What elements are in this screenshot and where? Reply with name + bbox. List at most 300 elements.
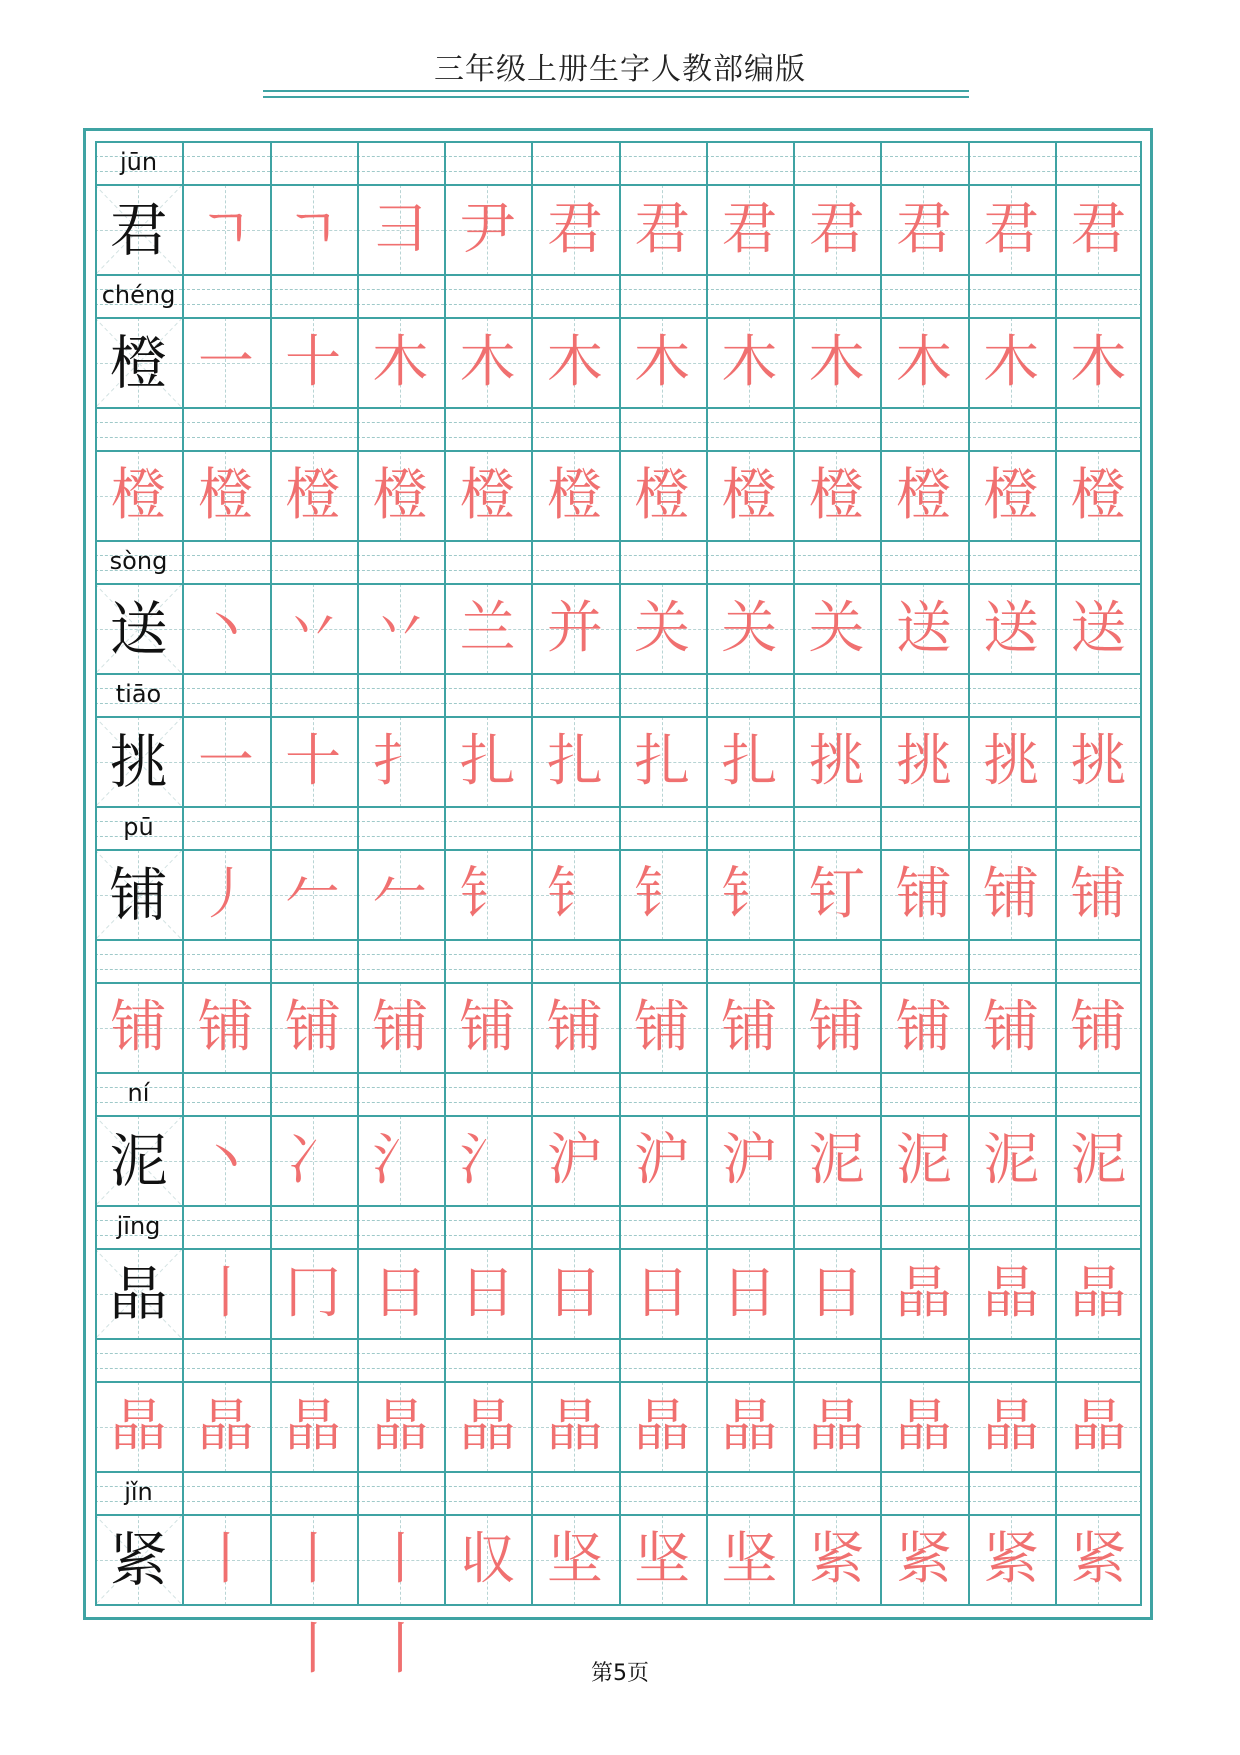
tracing-cell[interactable] [182, 584, 269, 674]
pinyin-cell[interactable] [95, 1339, 182, 1382]
tracing-cell[interactable] [531, 850, 618, 940]
pinyin-cell[interactable] [706, 1206, 793, 1249]
pinyin-guide-line [531, 836, 618, 837]
pinyin-cell[interactable] [444, 1073, 531, 1116]
model-character-cell[interactable] [95, 717, 182, 807]
tracing-cell[interactable] [793, 1249, 880, 1339]
pinyin-cell[interactable] [968, 408, 1055, 451]
tracing-cell[interactable] [793, 1382, 880, 1472]
pinyin-label: jīng [116, 1212, 161, 1240]
tracing-cell[interactable] [968, 1382, 1055, 1472]
tracing-cell[interactable] [968, 1249, 1055, 1339]
tracing-cell[interactable] [619, 1515, 706, 1605]
pinyin-cell[interactable] [182, 408, 269, 451]
pinyin-guide-line [793, 555, 880, 556]
tracing-cell[interactable] [357, 717, 444, 807]
pinyin-cell[interactable] [619, 1206, 706, 1249]
tracing-cell[interactable] [444, 1249, 531, 1339]
pinyin-cell[interactable] [968, 807, 1055, 850]
pinyin-cell[interactable] [619, 940, 706, 983]
pinyin-cell[interactable] [968, 142, 1055, 185]
pinyin-cell[interactable] [270, 1206, 357, 1249]
tracing-cell[interactable] [270, 1249, 357, 1339]
pinyin-cell[interactable] [444, 1206, 531, 1249]
pinyin-guide-line [357, 1368, 444, 1369]
tracing-cell[interactable] [880, 318, 967, 408]
pinyin-cell[interactable] [270, 541, 357, 584]
tracing-cell[interactable] [357, 1116, 444, 1206]
tracing-cell[interactable] [706, 185, 793, 275]
pinyin-cell[interactable] [182, 1339, 269, 1382]
tracing-cell[interactable] [880, 185, 967, 275]
pinyin-guide-line [968, 289, 1055, 290]
pinyin-cell[interactable] [270, 1073, 357, 1116]
pinyin-cell[interactable] [880, 807, 967, 850]
tracing-cell[interactable] [270, 185, 357, 275]
tracing-cell[interactable] [444, 983, 531, 1073]
pinyin-cell[interactable] [619, 1073, 706, 1116]
pinyin-cell[interactable] [531, 807, 618, 850]
tracing-cell[interactable] [531, 185, 618, 275]
tracing-cell[interactable] [531, 1382, 618, 1472]
pinyin-cell[interactable] [880, 142, 967, 185]
tracing-cell[interactable] [270, 717, 357, 807]
tracing-cell[interactable] [444, 318, 531, 408]
pinyin-cell[interactable] [1055, 1339, 1142, 1382]
pinyin-cell[interactable] [1055, 807, 1142, 850]
pinyin-cell[interactable] [706, 541, 793, 584]
tracing-cell[interactable] [793, 584, 880, 674]
tracing-cell[interactable] [880, 1116, 967, 1206]
pinyin-cell[interactable] [182, 807, 269, 850]
tracing-cell[interactable] [182, 1382, 269, 1472]
model-character-cell[interactable] [95, 584, 182, 674]
trace-character: 木 [1070, 330, 1127, 395]
tracing-cell[interactable] [706, 318, 793, 408]
tracing-cell[interactable] [182, 717, 269, 807]
tracing-cell[interactable] [706, 717, 793, 807]
pinyin-cell[interactable] [531, 408, 618, 451]
tracing-cell[interactable] [968, 983, 1055, 1073]
pinyin-cell[interactable] [444, 541, 531, 584]
pinyin-cell[interactable] [880, 1073, 967, 1116]
pinyin-cell[interactable] [793, 408, 880, 451]
pinyin-cell[interactable] [880, 940, 967, 983]
pinyin-cell[interactable] [706, 275, 793, 318]
pinyin-cell[interactable] [793, 1073, 880, 1116]
tracing-cell[interactable] [270, 1515, 357, 1682]
pinyin-cell[interactable] [531, 1472, 618, 1515]
pinyin-cell[interactable] [1055, 940, 1142, 983]
pinyin-cell[interactable] [706, 674, 793, 717]
tracing-cell[interactable] [880, 1249, 967, 1339]
pinyin-cell[interactable] [531, 275, 618, 318]
pinyin-cell[interactable] [619, 807, 706, 850]
pinyin-cell[interactable] [357, 142, 444, 185]
tracing-cell[interactable] [706, 983, 793, 1073]
pinyin-cell[interactable] [270, 1472, 357, 1515]
tracing-cell[interactable] [270, 850, 357, 940]
pinyin-cell[interactable] [357, 807, 444, 850]
pinyin-guide-line [1055, 437, 1142, 438]
model-character: 铺 [110, 995, 167, 1060]
trace-character: 晶 [983, 1394, 1040, 1459]
pinyin-cell[interactable] [968, 541, 1055, 584]
tracing-cell[interactable] [619, 1382, 706, 1472]
pinyin-cell[interactable] [793, 142, 880, 185]
pinyin-cell[interactable] [357, 1472, 444, 1515]
tracing-cell[interactable] [357, 185, 444, 275]
pinyin-guide-line [706, 1087, 793, 1088]
tracing-cell[interactable] [444, 1116, 531, 1206]
tracing-cell[interactable] [968, 717, 1055, 807]
pinyin-cell[interactable] [619, 541, 706, 584]
pinyin-cell[interactable] [793, 940, 880, 983]
tracing-cell[interactable] [706, 1382, 793, 1472]
tracing-cell[interactable] [793, 983, 880, 1073]
pinyin-cell[interactable] [1055, 1073, 1142, 1116]
pinyin-guide-line [182, 821, 269, 822]
pinyin-cell[interactable] [182, 674, 269, 717]
pinyin-cell[interactable] [619, 408, 706, 451]
tracing-cell[interactable] [357, 1249, 444, 1339]
tracing-cell[interactable] [531, 584, 618, 674]
tracing-cell[interactable] [619, 717, 706, 807]
trace-character: 铺 [285, 995, 342, 1060]
pinyin-cell[interactable] [968, 940, 1055, 983]
pinyin-cell[interactable] [270, 807, 357, 850]
pinyin-cell[interactable] [444, 408, 531, 451]
pinyin-cell[interactable] [444, 674, 531, 717]
tracing-cell[interactable] [619, 983, 706, 1073]
trace-character: 木 [546, 330, 603, 395]
pinyin-cell[interactable] [270, 674, 357, 717]
pinyin-cell[interactable] [880, 275, 967, 318]
pinyin-cell[interactable] [531, 1339, 618, 1382]
pinyin-cell[interactable] [880, 1206, 967, 1249]
pinyin-cell[interactable] [270, 408, 357, 451]
pinyin-cell[interactable] [1055, 541, 1142, 584]
tracing-cell[interactable] [1055, 318, 1142, 408]
tracing-cell[interactable] [706, 1249, 793, 1339]
pinyin-cell[interactable] [357, 1339, 444, 1382]
tracing-cell[interactable] [270, 983, 357, 1073]
tracing-cell[interactable] [619, 1249, 706, 1339]
pinyin-cell[interactable] [968, 275, 1055, 318]
pinyin-guide-line [706, 1486, 793, 1487]
model-character-cell[interactable] [95, 185, 182, 275]
tracing-cell[interactable] [880, 584, 967, 674]
pinyin-cell[interactable] [880, 408, 967, 451]
pinyin-cell[interactable] [619, 275, 706, 318]
tracing-cell[interactable] [619, 584, 706, 674]
pinyin-cell[interactable] [444, 807, 531, 850]
tracing-cell[interactable] [706, 1515, 793, 1605]
pinyin-cell[interactable] [880, 1339, 967, 1382]
pinyin-guide-line [706, 171, 793, 172]
tracing-cell[interactable] [793, 850, 880, 940]
pinyin-cell[interactable] [1055, 674, 1142, 717]
pinyin-cell[interactable] [968, 1073, 1055, 1116]
tracing-cell[interactable] [619, 185, 706, 275]
trace-character: 丶 [197, 596, 254, 661]
model-character-cell[interactable] [95, 318, 182, 408]
pinyin-cell[interactable] [531, 142, 618, 185]
pinyin-cell[interactable] [619, 674, 706, 717]
pinyin-cell[interactable] [357, 275, 444, 318]
pinyin-cell[interactable] [968, 1472, 1055, 1515]
pinyin-guide-line [1055, 555, 1142, 556]
pinyin-cell[interactable] [444, 1472, 531, 1515]
tracing-cell[interactable] [706, 451, 793, 541]
tracing-cell[interactable] [182, 983, 269, 1073]
tracing-cell[interactable] [968, 1116, 1055, 1206]
tracing-cell[interactable] [182, 850, 269, 940]
model-character-cell[interactable] [95, 1382, 182, 1472]
pinyin-cell[interactable] [793, 541, 880, 584]
pinyin-cell[interactable] [531, 674, 618, 717]
pinyin-cell[interactable] [880, 1472, 967, 1515]
pinyin-guide-line [968, 836, 1055, 837]
pinyin-cell[interactable] [880, 674, 967, 717]
pinyin-cell[interactable] [531, 1206, 618, 1249]
pinyin-cell[interactable] [968, 1339, 1055, 1382]
tracing-cell[interactable] [531, 451, 618, 541]
tracing-cell[interactable] [706, 584, 793, 674]
tracing-cell[interactable] [793, 185, 880, 275]
tracing-cell[interactable] [270, 318, 357, 408]
tracing-cell[interactable] [1055, 185, 1142, 275]
trace-character: 扎 [634, 729, 691, 794]
pinyin-cell[interactable] [880, 541, 967, 584]
pinyin-cell[interactable] [706, 940, 793, 983]
tracing-cell[interactable] [531, 1515, 618, 1605]
tracing-cell[interactable] [706, 850, 793, 940]
tracing-cell[interactable] [1055, 1116, 1142, 1206]
pinyin-cell[interactable] [619, 1339, 706, 1382]
tracing-cell[interactable] [793, 451, 880, 541]
pinyin-cell[interactable] [619, 142, 706, 185]
tracing-cell[interactable] [531, 983, 618, 1073]
pinyin-cell[interactable] [270, 1339, 357, 1382]
pinyin-cell[interactable] [793, 1472, 880, 1515]
tracing-cell[interactable] [1055, 850, 1142, 940]
pinyin-guide-line [968, 437, 1055, 438]
tracing-cell[interactable] [182, 318, 269, 408]
tracing-cell[interactable] [793, 318, 880, 408]
model-character-cell[interactable] [95, 983, 182, 1073]
tracing-cell[interactable] [968, 185, 1055, 275]
tracing-cell[interactable] [357, 1515, 444, 1682]
pinyin-cell[interactable] [357, 408, 444, 451]
pinyin-cell[interactable] [706, 1073, 793, 1116]
pinyin-cell[interactable] [793, 1339, 880, 1382]
pinyin-cell[interactable] [444, 940, 531, 983]
tracing-cell[interactable] [1055, 584, 1142, 674]
tracing-cell[interactable] [1055, 451, 1142, 541]
tracing-cell[interactable] [270, 584, 357, 674]
pinyin-guide-line [880, 1235, 967, 1236]
trace-character: 木 [459, 330, 516, 395]
tracing-cell[interactable] [793, 717, 880, 807]
pinyin-guide-line [270, 688, 357, 689]
pinyin-cell[interactable] [270, 142, 357, 185]
tracing-cell[interactable] [793, 1116, 880, 1206]
pinyin-cell[interactable] [619, 1472, 706, 1515]
tracing-cell[interactable] [182, 1249, 269, 1339]
pinyin-cell[interactable] [182, 1206, 269, 1249]
pinyin-guide-line [1055, 1087, 1142, 1088]
trace-character: 氵 [459, 1128, 516, 1193]
grid-line-vertical [444, 142, 446, 1605]
pinyin-cell[interactable] [182, 142, 269, 185]
tracing-cell[interactable] [444, 717, 531, 807]
tracing-cell[interactable] [968, 1515, 1055, 1605]
pinyin-cell[interactable] [706, 142, 793, 185]
tracing-cell[interactable] [444, 1515, 531, 1605]
pinyin-guide-line [444, 836, 531, 837]
tracing-cell[interactable] [357, 318, 444, 408]
tracing-cell[interactable] [1055, 717, 1142, 807]
pinyin-cell[interactable] [182, 1472, 269, 1515]
pinyin-guide-line [531, 437, 618, 438]
tracing-cell[interactable] [619, 1116, 706, 1206]
tracing-cell[interactable] [880, 717, 967, 807]
tracing-cell[interactable] [531, 318, 618, 408]
pinyin-cell[interactable] [706, 1339, 793, 1382]
tracing-cell[interactable] [444, 185, 531, 275]
pinyin-cell[interactable] [968, 1206, 1055, 1249]
page-title: 三年级上册生字人教部编版 [434, 52, 806, 87]
tracing-cell[interactable] [357, 451, 444, 541]
pinyin-cell[interactable] [182, 1073, 269, 1116]
pinyin-cell[interactable] [706, 807, 793, 850]
model-character-cell[interactable] [95, 1116, 182, 1206]
tracing-cell[interactable] [182, 1116, 269, 1206]
pinyin-guide-line [182, 171, 269, 172]
pinyin-guide-line [619, 555, 706, 556]
model-character-cell[interactable] [95, 451, 182, 541]
pinyin-cell[interactable] [182, 940, 269, 983]
tracing-cell[interactable] [880, 1515, 967, 1605]
pinyin-cell[interactable] [1055, 142, 1142, 185]
pinyin-cell[interactable] [182, 275, 269, 318]
tracing-cell[interactable] [880, 451, 967, 541]
tracing-cell[interactable] [357, 584, 444, 674]
tracing-cell[interactable] [1055, 1515, 1142, 1605]
tracing-cell[interactable] [968, 318, 1055, 408]
pinyin-cell[interactable] [357, 940, 444, 983]
pinyin-cell[interactable] [706, 1472, 793, 1515]
pinyin-cell[interactable] [1055, 1472, 1142, 1515]
pinyin-cell[interactable] [444, 1339, 531, 1382]
tracing-cell[interactable] [1055, 1382, 1142, 1472]
pinyin-cell[interactable] [95, 940, 182, 983]
tracing-cell[interactable] [1055, 1249, 1142, 1339]
trace-character: 君 [546, 197, 603, 262]
pinyin-guide-line [1055, 171, 1142, 172]
pinyin-cell[interactable] [706, 408, 793, 451]
pinyin-guide-line [270, 969, 357, 970]
tracing-cell[interactable] [182, 1515, 269, 1605]
tracing-cell[interactable] [444, 451, 531, 541]
pinyin-cell[interactable] [357, 674, 444, 717]
pinyin-cell[interactable] [793, 1206, 880, 1249]
pinyin-cell[interactable] [531, 1073, 618, 1116]
pinyin-cell[interactable] [793, 807, 880, 850]
tracing-cell[interactable] [619, 318, 706, 408]
tracing-cell[interactable] [1055, 983, 1142, 1073]
pinyin-guide-line [270, 821, 357, 822]
tracing-cell[interactable] [531, 717, 618, 807]
tracing-cell[interactable] [270, 1382, 357, 1472]
trace-character: 橙 [546, 463, 603, 528]
pinyin-cell[interactable] [357, 1206, 444, 1249]
trace-character: 晶 [721, 1394, 778, 1459]
tracing-cell[interactable] [880, 850, 967, 940]
pinyin-guide-line [706, 836, 793, 837]
pinyin-guide-line [880, 437, 967, 438]
pinyin-cell[interactable] [531, 940, 618, 983]
pinyin-cell[interactable] [444, 275, 531, 318]
tracing-cell[interactable] [531, 1116, 618, 1206]
tracing-cell[interactable] [531, 1249, 618, 1339]
pinyin-cell[interactable] [444, 142, 531, 185]
tracing-cell[interactable] [619, 451, 706, 541]
tracing-cell[interactable] [444, 584, 531, 674]
tracing-cell[interactable] [880, 983, 967, 1073]
trace-character: 紧 [895, 1527, 952, 1592]
pinyin-guide-line [95, 969, 182, 970]
tracing-cell[interactable] [968, 850, 1055, 940]
pinyin-guide-line [880, 1486, 967, 1487]
pinyin-cell[interactable] [357, 1073, 444, 1116]
tracing-cell[interactable] [706, 1116, 793, 1206]
tracing-cell[interactable] [357, 983, 444, 1073]
pinyin-cell[interactable] [531, 541, 618, 584]
pinyin-cell[interactable] [968, 674, 1055, 717]
tracing-cell[interactable] [444, 850, 531, 940]
pinyin-cell[interactable] [793, 275, 880, 318]
pinyin-cell[interactable] [1055, 408, 1142, 451]
tracing-cell[interactable] [182, 185, 269, 275]
tracing-cell[interactable] [968, 584, 1055, 674]
tracing-cell[interactable] [444, 1382, 531, 1472]
model-character-cell[interactable] [95, 850, 182, 940]
tracing-cell[interactable] [357, 1382, 444, 1472]
tracing-cell[interactable] [182, 451, 269, 541]
tracing-cell[interactable] [880, 1382, 967, 1472]
model-character-cell[interactable] [95, 1515, 182, 1605]
pinyin-cell[interactable] [95, 408, 182, 451]
model-character-cell[interactable] [95, 1249, 182, 1339]
grid-line-vertical [270, 142, 272, 1605]
pinyin-cell[interactable] [1055, 275, 1142, 318]
tracing-cell[interactable] [968, 451, 1055, 541]
tracing-cell[interactable] [357, 850, 444, 940]
pinyin-cell[interactable] [793, 674, 880, 717]
pinyin-guide-line [270, 954, 357, 955]
tracing-cell[interactable] [793, 1515, 880, 1605]
tracing-cell[interactable] [270, 451, 357, 541]
tracing-cell[interactable] [619, 850, 706, 940]
pinyin-cell[interactable] [182, 541, 269, 584]
pinyin-cell[interactable] [1055, 1206, 1142, 1249]
pinyin-cell[interactable] [270, 940, 357, 983]
tracing-cell[interactable] [270, 1116, 357, 1206]
pinyin-cell[interactable] [270, 275, 357, 318]
pinyin-cell[interactable] [357, 541, 444, 584]
